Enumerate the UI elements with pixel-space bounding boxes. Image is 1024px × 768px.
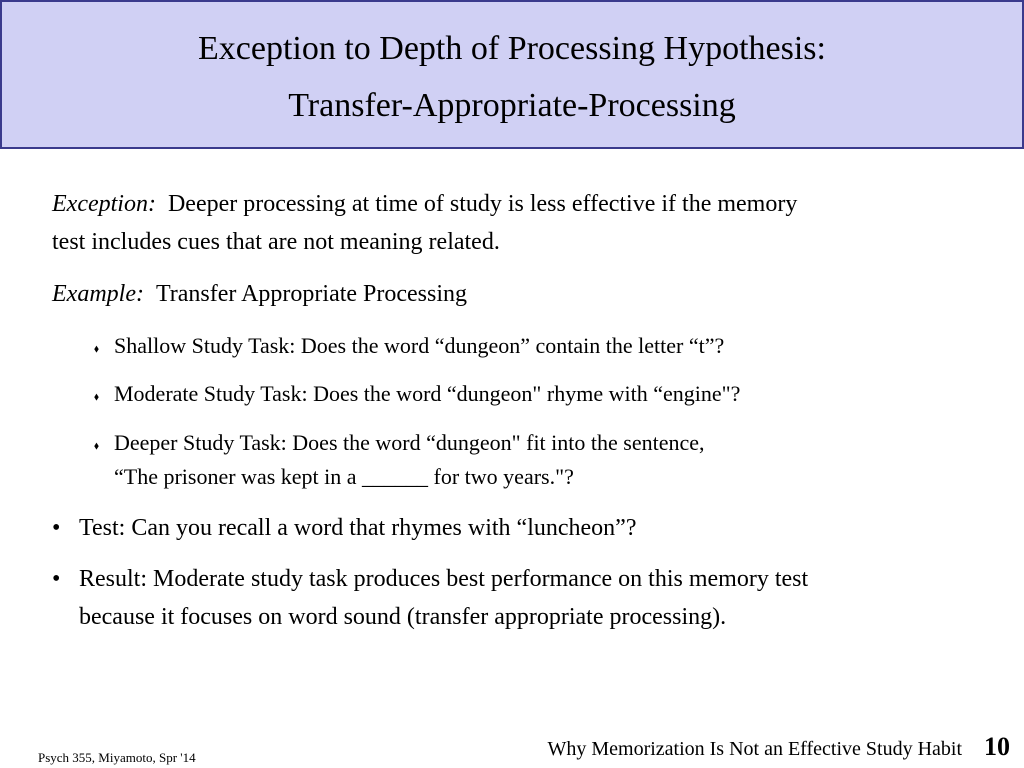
diamond-bullet-icon: ⬧ bbox=[94, 343, 99, 355]
page-number: 10 bbox=[984, 732, 1010, 761]
title-banner bbox=[0, 0, 1024, 149]
result-text-line-1: Result: Moderate study task produces best performance on this memory test bbox=[79, 566, 809, 592]
exception-text-line-1: Deeper processing at time of study is less effective if the memory bbox=[167, 191, 798, 217]
footer-slide-title: Why Memorization Is Not an Effective Study Habit bbox=[547, 738, 962, 760]
example-paragraph bbox=[52, 275, 467, 313]
study-task-text: Deeper Study Task: Does the word “dungeon" fit into the sentence, bbox=[114, 430, 705, 455]
study-task-text: Shallow Study Task: Does the word “dungeon” contain the letter “t”? bbox=[114, 333, 725, 358]
bullet-dot-icon: • bbox=[52, 515, 61, 541]
diamond-bullet-icon: ⬧ bbox=[94, 391, 99, 403]
bullet-dot-icon: • bbox=[52, 566, 61, 592]
exception-text-line-2: test includes cues that are not meaning related. bbox=[52, 229, 500, 255]
study-task-sentence: “The prisoner was kept in a ______ for two years."? bbox=[114, 464, 574, 489]
study-task-text: Moderate Study Task: Does the word “dungeon" rhyme with “engine"? bbox=[114, 381, 741, 406]
slide-title-line-2: Transfer-Appropriate-Processing bbox=[288, 87, 736, 124]
test-text: Test: Can you recall a word that rhymes with “luncheon”? bbox=[79, 515, 637, 541]
slide-title-line-1: Exception to Depth of Processing Hypothesis: bbox=[198, 30, 826, 67]
example-text: Transfer Appropriate Processing bbox=[155, 281, 468, 307]
exception-label: Exception: bbox=[52, 191, 156, 217]
result-text-line-2: because it focuses on word sound (transfer appropriate processing). bbox=[79, 604, 727, 630]
diamond-bullet-icon: ⬧ bbox=[94, 440, 99, 452]
exception-paragraph bbox=[52, 185, 797, 261]
example-label: Example: bbox=[52, 281, 144, 307]
course-footer: Psych 355, Miyamoto, Spr '14 bbox=[38, 750, 196, 765]
